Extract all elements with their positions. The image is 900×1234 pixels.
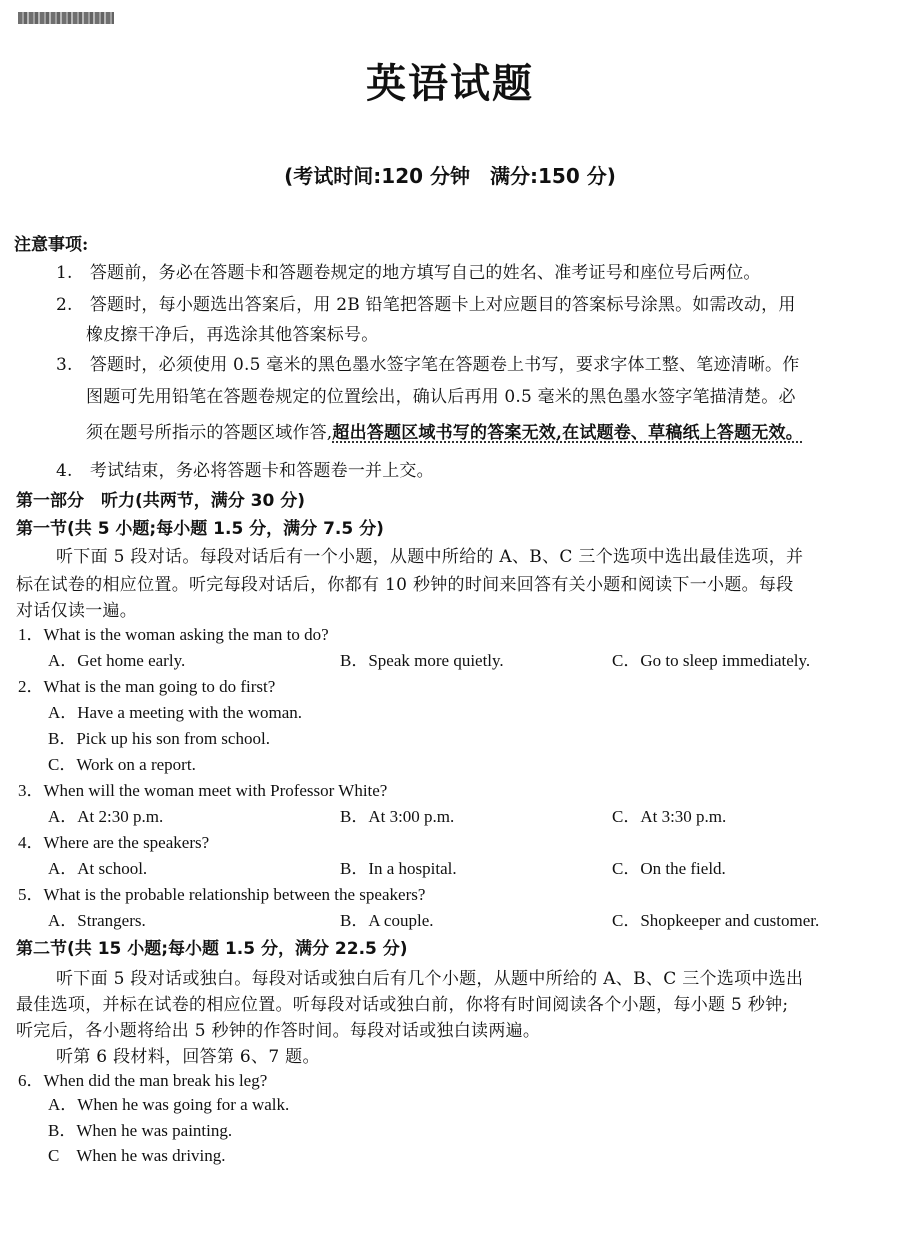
- section1-intro-line-2: 标在试卷的相应位置。听完每段对话后，你都有 10 秒钟的时间来回答有关小题和阅读下一小题。每段: [16, 575, 794, 595]
- question-5-stem: 5．What is the probable relationship between the speakers?: [18, 885, 426, 904]
- section2-intro-line-3: 听完后，各小题将给出 5 秒钟的作答时间。每段对话或独白读两遍。: [16, 1021, 541, 1041]
- question-5-option-b: B．A couple.: [340, 911, 434, 930]
- notes-heading: 注意事项:: [14, 235, 89, 255]
- question-2-option-c: C．Work on a report.: [48, 755, 196, 774]
- question-4-option-b: B．In a hospital.: [340, 859, 457, 878]
- question-5-option-c: C．Shopkeeper and customer.: [612, 911, 820, 930]
- question-1-option-b: B．Speak more quietly.: [340, 651, 504, 670]
- section2-intro-line-2: 最佳选项，并标在试卷的相应位置。听每段对话或独白前，你将有时间阅读各个小题，每小题 5 秒钟;: [16, 995, 789, 1015]
- question-6-stem: 6．When did the man break his leg?: [18, 1071, 268, 1090]
- question-6-option-b: B．When he was painting.: [48, 1121, 233, 1140]
- part1-heading: 第一部分 听力(共两节，满分 30 分): [16, 491, 306, 511]
- section1-heading: 第一节(共 5 小题;每小题 1.5 分，满分 7.5 分): [16, 519, 384, 539]
- question-4-option-a: A．At school.: [48, 859, 148, 878]
- question-2-stem: 2．What is the man going to do first?: [18, 677, 276, 696]
- question-4-option-c: C．On the field.: [612, 859, 726, 878]
- exam-info: (考试时间:120 分钟 满分:150 分): [284, 164, 616, 188]
- question-3-option-b: B．At 3:00 p.m.: [340, 807, 455, 826]
- note-item-3-emphasis: 超出答题区域书写的答案无效,在试题卷、草稿纸上答题无效。: [332, 423, 803, 443]
- question-2-option-b: B．Pick up his son from school.: [48, 729, 270, 748]
- note-item-3-line-2: 图题可先用铅笔在答题卷规定的位置绘出，确认后再用 0.5 毫米的黑色墨水签字笔描清楚。必: [86, 387, 796, 407]
- note-item-3-line-3: [86, 418, 803, 443]
- material-6-instruction: 听第 6 段材料，回答第 6、7 题。: [56, 1047, 320, 1067]
- section1-intro-line-3: 对话仅读一遍。: [16, 601, 138, 621]
- scan-header-mark: [18, 12, 114, 24]
- question-1-option-c: C．Go to sleep immediately.: [612, 651, 811, 670]
- note-item-4: 4. 考试结束，务必将答题卡和答题卷一并上交。: [56, 461, 434, 481]
- note-item-2-line-2: 橡皮擦干净后，再选涂其他答案标号。: [86, 325, 379, 345]
- note-item-1: 1. 答题前，务必在答题卡和答题卷规定的地方填写自己的姓名、准考证号和座位号后两位。: [56, 263, 761, 283]
- question-4-stem: 4．Where are the speakers?: [18, 833, 210, 852]
- page-title: 英语试题: [366, 60, 534, 107]
- note-item-2-line-1: 2. 答题时，每小题选出答案后，用 2B 铅笔把答题卡上对应题目的答案标号涂黑。如需改动，用: [56, 295, 796, 315]
- question-1-option-a: A．Get home early.: [48, 651, 186, 670]
- note-item-3-line-3-plain: 须在题号所指示的答题区域作答,: [86, 423, 333, 443]
- question-1-stem: 1．What is the woman asking the man to do?: [18, 625, 329, 644]
- section2-heading: 第二节(共 15 小题;每小题 1.5 分，满分 22.5 分): [16, 939, 408, 959]
- question-2-option-a: A．Have a meeting with the woman.: [48, 703, 302, 722]
- section2-intro-line-1: 听下面 5 段对话或独白。每段对话或独白后有几个小题，从题中所给的 A、B、C 三个选项中选出: [56, 969, 804, 989]
- question-3-option-c: C．At 3:30 p.m.: [612, 807, 727, 826]
- question-3-option-a: A．At 2:30 p.m.: [48, 807, 164, 826]
- section1-intro-line-1: 听下面 5 段对话。每段对话后有一个小题，从题中所给的 A、B、C 三个选项中选出最佳选项，并: [56, 547, 804, 567]
- question-3-stem: 3．When will the woman meet with Professor White?: [18, 781, 388, 800]
- note-item-3-line-1: 3. 答题时，必须使用 0.5 毫米的黑色墨水签字笔在答题卷上书写，要求字体工整、笔迹清晰。作: [56, 355, 800, 375]
- question-6-option-a: A．When he was going for a walk.: [48, 1095, 290, 1114]
- question-6-option-c: C When he was driving.: [48, 1146, 226, 1165]
- question-5-option-a: A．Strangers.: [48, 911, 146, 930]
